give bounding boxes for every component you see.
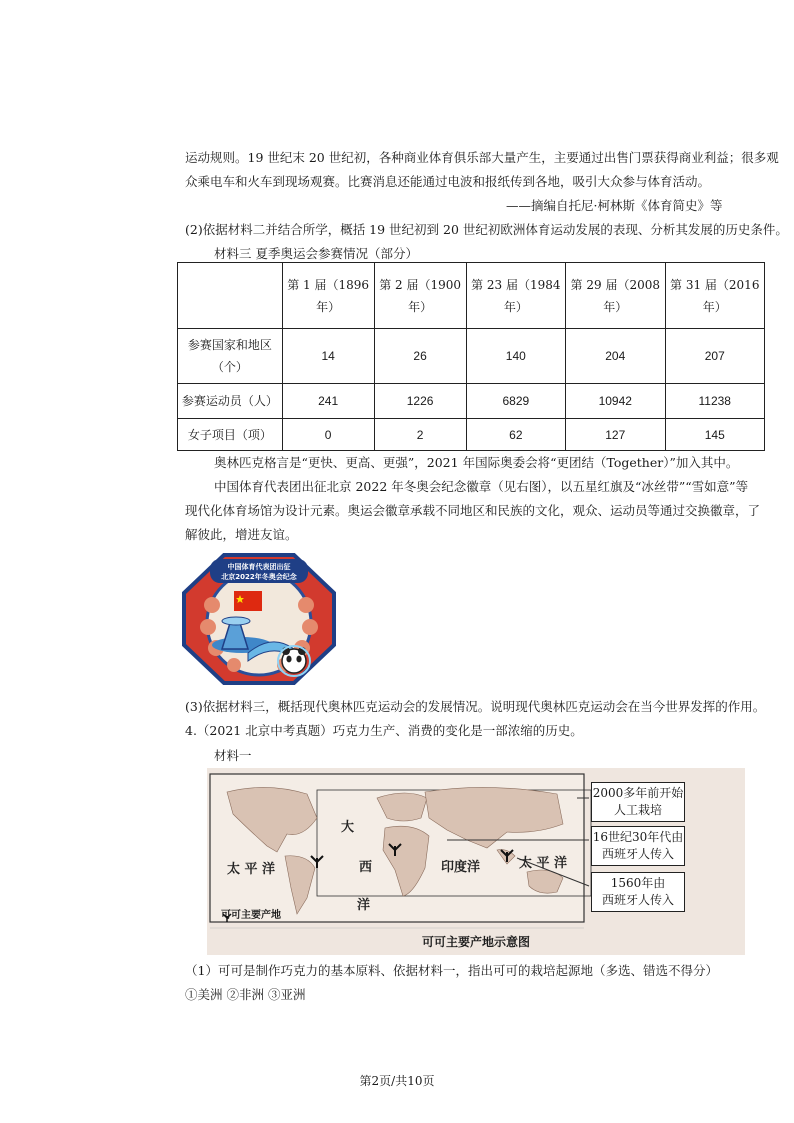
olympics-table [177, 262, 765, 451]
question-4-1: （1）可可是制作巧克力的基本原料、依据材料一，指出可可的栽培起源地（多选、错选不得分） [185, 963, 718, 978]
paragraph-badge-1: 中国体育代表团出征北京 2022 年冬奥会纪念徽章（见右图），以五星红旗及“冰丝带”“雪如意”等 [214, 479, 749, 494]
table-cell: 26 [374, 329, 466, 384]
callout-origin: 2000多年前开始 人工栽培 [591, 782, 685, 822]
row-label: 女子项目（项） [178, 419, 283, 451]
table-cell: 127 [566, 419, 665, 451]
question-3: (3)依据材料三，概括现代奥林匹克运动会的发展情况。说明现代奥林匹克运动会在当今世界发挥的作用。 [185, 699, 766, 714]
panda-mascot-icon [278, 646, 310, 676]
olympic-badge-image [182, 553, 336, 685]
table-cell: 140 [466, 329, 565, 384]
callout-1560: 1560年由 西班牙人传入 [591, 872, 685, 912]
callout-1530s: 16世纪30年代由 西班牙人传入 [591, 826, 685, 866]
material-3-title: 材料三 夏季奥运会参赛情况（部分） [214, 246, 418, 261]
page-footer: 第2页/共10页 [359, 1074, 435, 1088]
table-header-cell: 第 31 届（2016 年） [665, 263, 765, 329]
table-header-cell: 第 29 届（2008 年） [566, 263, 665, 329]
paragraph-motto: 奥林匹克格言是“更快、更高、更强”，2021 年国际奥委会将“更团结（Together）”加入其中。 [214, 455, 739, 470]
table-cell: 0 [282, 419, 374, 451]
table-header-cell: 第 2 届（1900 年） [374, 263, 466, 329]
paragraph-badge-2: 现代化体育场馆为设计元素。奥运会徽章承载不同地区和民族的文化，观众、运动员等通过交换徽章，了 [185, 503, 761, 518]
badge-banner-line-1: 中国体育代表团出征 [227, 563, 291, 571]
table-cell: 145 [665, 419, 765, 451]
ocean-label-atlantic-2: 西 [359, 860, 373, 875]
question-4: 4.（2021 北京中考真题）巧克力生产、消费的变化是一部浓缩的历史。 [185, 723, 583, 738]
ocean-label-pacific-west: 太 平 洋 [227, 862, 276, 877]
ocean-label-pacific-east: 太 平 洋 [519, 856, 568, 871]
table-cell: 62 [466, 419, 565, 451]
table-cell: 14 [282, 329, 374, 384]
row-label: 参赛运动员（人） [178, 384, 283, 419]
table-cell: 11238 [665, 384, 765, 419]
table-corner-cell [178, 263, 283, 329]
badge-banner-line-2: 北京2022年冬奥会纪念 [221, 573, 297, 581]
map-caption: 可可主要产地示意图 [421, 935, 530, 949]
table-cell: 2 [374, 419, 466, 451]
answer-options: ①美洲 ②非洲 ③亚洲 [185, 987, 306, 1002]
material-1-title: 材料一 [214, 748, 252, 763]
badge-illustration [182, 553, 336, 685]
paragraph-badge-3: 解彼此，增进友谊。 [185, 527, 298, 542]
row-label: 参赛国家和地区 （个） [178, 329, 283, 384]
text-line-1: 运动规则。19 世纪末 20 世纪初，各种商业体育俱乐部大量产生，主要通过出售门票获得商业利益；很多观 [185, 150, 779, 165]
table-cell: 204 [566, 329, 665, 384]
table-row [178, 419, 765, 451]
table-header-cell: 第 1 届（1896 年） [282, 263, 374, 329]
table-cell: 207 [665, 329, 765, 384]
source-citation: ——摘编自托尼·柯林斯《体育简史》等 [506, 198, 723, 213]
text-line-2: 众乘电车和火车到现场观赛。比赛消息还能通过电波和报纸传到各地，吸引大众参与体育活动。 [185, 174, 711, 189]
table-header-row [178, 263, 765, 329]
table-header-cell: 第 23 届（1984 年） [466, 263, 565, 329]
table-cell: 6829 [466, 384, 565, 419]
question-2: (2)依据材料二并结合所学，概括 19 世纪初到 20 世纪初欧洲体育运动发展的表现、分析其发展的历史条件。 [185, 222, 788, 237]
ocean-label-atlantic-1: 大 [341, 820, 355, 835]
table-cell: 1226 [374, 384, 466, 419]
table-cell: 10942 [566, 384, 665, 419]
table-cell: 241 [282, 384, 374, 419]
table-row [178, 384, 765, 419]
ocean-label-indian: 印度洋 [441, 860, 481, 875]
ocean-label-atlantic-3: 洋 [357, 898, 371, 913]
cocoa-map-figure [207, 768, 745, 955]
map-legend-label: 可可主要产地 [221, 910, 281, 921]
table-row [178, 329, 765, 384]
